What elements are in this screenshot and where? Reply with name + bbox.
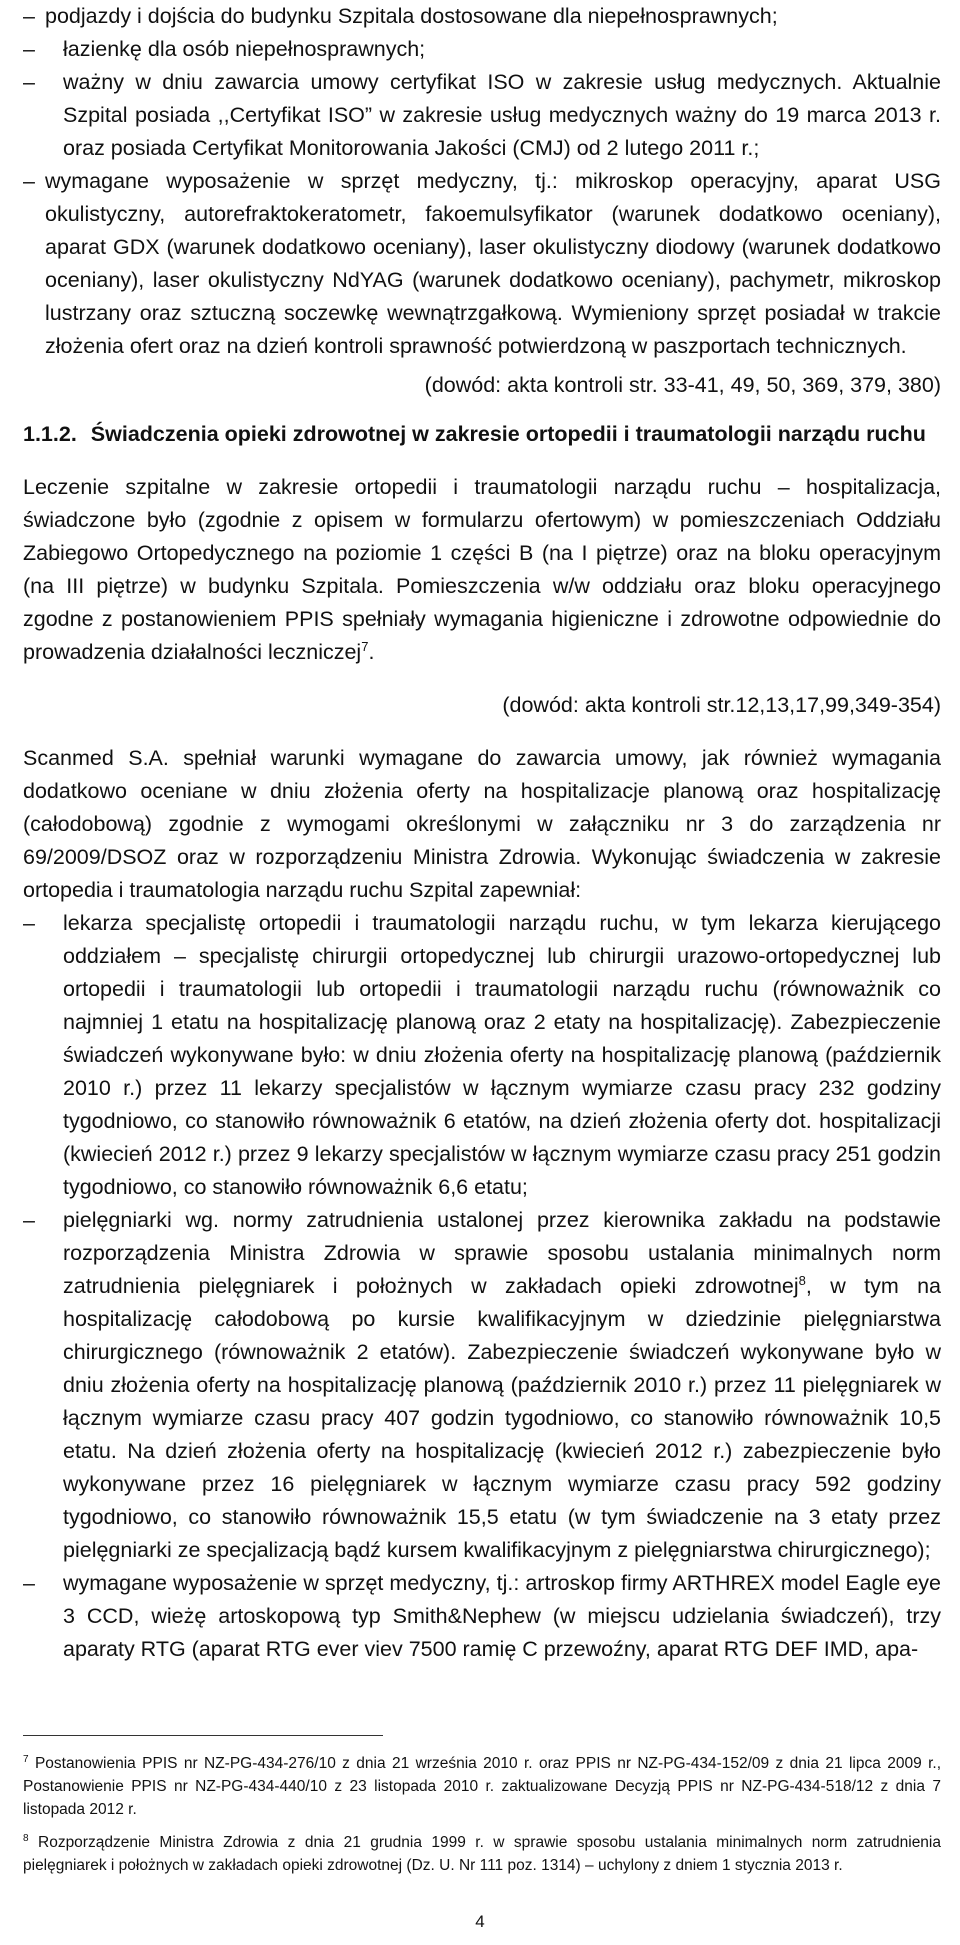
list-dash: – <box>23 37 35 61</box>
list-dash: – <box>23 4 35 28</box>
footnote-number: 8 <box>23 1832 29 1844</box>
footnote-number: 7 <box>23 1753 29 1765</box>
footnote-divider <box>23 1735 383 1736</box>
paragraph <box>23 471 941 669</box>
footnote-ref: 7 <box>361 638 369 654</box>
list-item <box>23 0 941 33</box>
section-heading <box>23 418 941 451</box>
list-item <box>23 33 941 66</box>
footnote <box>23 1752 941 1821</box>
list-item <box>23 1204 941 1567</box>
footnotes <box>23 1752 941 1887</box>
list-item <box>23 66 941 165</box>
list-item-text: łazienkę dla osób niepełnosprawnych; <box>63 37 426 61</box>
list-item <box>23 907 941 1204</box>
list-item-text: lekarza specjalistę ortopedii i traumatologii narządu ruchu, w tym lekarza kierującego oddziałem – specjalistę chirurgii ortopedycznej lub chirurgii urazowo-ortopedycznej lub ortopedii i traumatologii lub ortopedii i traumatologii narządu ruchu (równoważnik co najmniej 1 etatu na hospitalizację planową oraz 2 etaty na hospitalizację). Zabezpieczenie świadczeń wykonywane było: w dniu złożenia oferty na hospitalizację planową (październik 2010 r.) przez 11 lekarzy specjalistów w łącznym wymiarze czasu pracy 232 godziny tygodniowo, co stanowiło równoważnik 6 etatów, na dzień złożenia oferty dot. hospitalizacji (kwiecień 2012 r.) przez 9 lekarzy specjalistów w łącznym wymiarze czasu pracy 251 godzin tygodniowo, co stanowiło równoważnik 6,6 etatu; <box>63 911 941 1199</box>
list-dash: – <box>23 911 35 935</box>
footnote-ref: 8 <box>798 1272 806 1288</box>
list-item-text-cont: , w tym na hospitalizację całodobową po kursie kwalifikacyjnym w dziedzinie pielęgniarstwa chirurgicznego (równoważnik 2 etatów). Zabezpieczenie świadczeń wykonywane było w dniu złożenia oferty na hospitalizację planową (październik 2010 r.) przez 11 pielęgniarek w łącznym wymiarze czasu pracy 407 godzin tygodniowo, co stanowiło równoważnik 10,5 etatu. Na dzień złożenia oferty na hospitalizację (kwiecień 2012 r.) zabezpieczenie było wykonywane przez 16 pielęgniarek w łącznym wymiarze czasu pracy 592 godziny tygodniowo, co stanowiło równoważnik 15,5 etatu (w tym świadczenie na 3 etaty przez pielęgniarki ze specjalizacją bądź kursem kwalifikacyjnym z pielęgniarstwa chirurgicznego); <box>63 1274 942 1562</box>
page-number: 4 <box>475 1912 485 1931</box>
list-dash: – <box>23 1208 35 1232</box>
section-title: Świadczenia opieki zdrowotnej w zakresie ortopedii i traumatologii narządu ruchu <box>90 422 926 446</box>
list-item <box>23 165 941 363</box>
list-dash: – <box>23 70 35 94</box>
document-body <box>23 0 941 1666</box>
paragraph: Scanmed S.A. spełniał warunki wymagane do zawarcia umowy, jak również wymagania dodatkowo oceniane w dniu złożenia oferty na hospitalizacje planową oraz hospitalizację (całodobową) zgodnie z wymogami określonymi w załączniku nr 3 do zarządzenia nr 69/2009/DSOZ oraz w rozporządzeniu Ministra Zdrowia. Wykonując świadczenia w zakresie ortopedia i traumatologia narządu ruchu Szpital zapewniał: <box>23 746 941 902</box>
evidence-citation: (dowód: akta kontroli str. 33-41, 49, 50, 369, 379, 380) <box>424 373 941 397</box>
list-dash: – <box>23 169 35 193</box>
paragraph-end: . <box>368 640 375 664</box>
list-item <box>23 1567 941 1666</box>
footnote-text: Postanowienia PPIS nr NZ-PG-434-276/10 z dnia 21 września 2010 r. oraz PPIS nr NZ-PG-434-152/09 z dnia 21 lipca 2009 r., Postanowienie PPIS nr NZ-PG-434-440/10 z 23 listopada 2010 r. zaktualizowane Decyzją PPIS nr NZ-PG-434-518/12 z dnia 7 listopada 2012 r. <box>23 1755 942 1818</box>
paragraph-text: Leczenie szpitalne w zakresie ortopedii i traumatologii narządu ruchu – hospitalizacja, świadczone było (zgodnie z opisem w formularzu ofertowym) w pomieszczeniach Oddziału Zabiegowo Ortopedycznego na poziomie 1 części B (na I piętrze) oraz na bloku operacyjnym (na III piętrze) w budynku Szpitala. Pomieszczenia w/w oddziału oraz bloku operacyjnego zgodne z postanowieniem PPIS spełniały wymagania higieniczne i zdrowotne odpowiednie do prowadzenia działalności leczniczej <box>23 475 941 664</box>
section-number: 1.1.2. <box>23 422 77 446</box>
list-item-text: pielęgniarki wg. normy zatrudnienia ustalonej przez kierownika zakładu na podstawie rozporządzenia Ministra Zdrowia w sprawie sposobu ustalania minimalnych norm zatrudnienia pielęgniarek i położnych w zakładach opieki zdrowotnej <box>63 1208 941 1298</box>
footnote <box>23 1831 941 1877</box>
list-item-text: wymagane wyposażenie w sprzęt medyczny, tj.: mikroskop operacyjny, aparat USG okulistyczny, autorefraktokeratometr, fakoemulsyfikator (warunek dodatkowo oceniany), aparat GDX (warunek dodatkowo oceniany), laser okulistyczny diodowy (warunek dodatkowo oceniany), laser okulistyczny NdYAG (warunek dodatkowo oceniany), pachymetr, mikroskop lustrzany oraz sztuczną soczewkę wewnątrzgałkową. Wymieniony sprzęt posiadał w trakcie złożenia ofert oraz na dzień kontroli sprawność potwierdzoną w paszportach technicznych. <box>45 169 941 358</box>
list-dash: – <box>23 1571 35 1595</box>
list-item-text: podjazdy i dojścia do budynku Szpitala dostosowane dla niepełnosprawnych; <box>45 4 778 28</box>
footnote-text: Rozporządzenie Ministra Zdrowia z dnia 21 grudnia 1999 r. w sprawie sposobu ustalania minimalnych norm zatrudnienia pielęgniarek i położnych w zakładach opieki zdrowotnej (Dz. U. Nr 111 poz. 1314) – uchylony z dniem 1 stycznia 2013 r. <box>23 1834 941 1874</box>
list-item-text: wymagane wyposażenie w sprzęt medyczny, tj.: artroskop firmy ARTHREX model Eagle eye 3 CCD, wieżę artoskopową typ Smith&Nephew (w miejscu udzielania świadczeń), trzy aparaty RTG (aparat RTG ever viev 7500 ramię C przewoźny, aparat RTG DEF IMD, apa- <box>63 1571 941 1661</box>
evidence-citation: (dowód: akta kontroli str.12,13,17,99,349-354) <box>502 693 941 717</box>
list-item-text: ważny w dniu zawarcia umowy certyfikat ISO w zakresie usług medycznych. Aktualnie Szpital posiada ,,Certyfikat ISO” w zakresie usług medycznych ważny do 19 marca 2013 r. oraz posiada Certyfikat Monitorowania Jakości (CMJ) od 2 lutego 2011 r.; <box>63 70 941 160</box>
